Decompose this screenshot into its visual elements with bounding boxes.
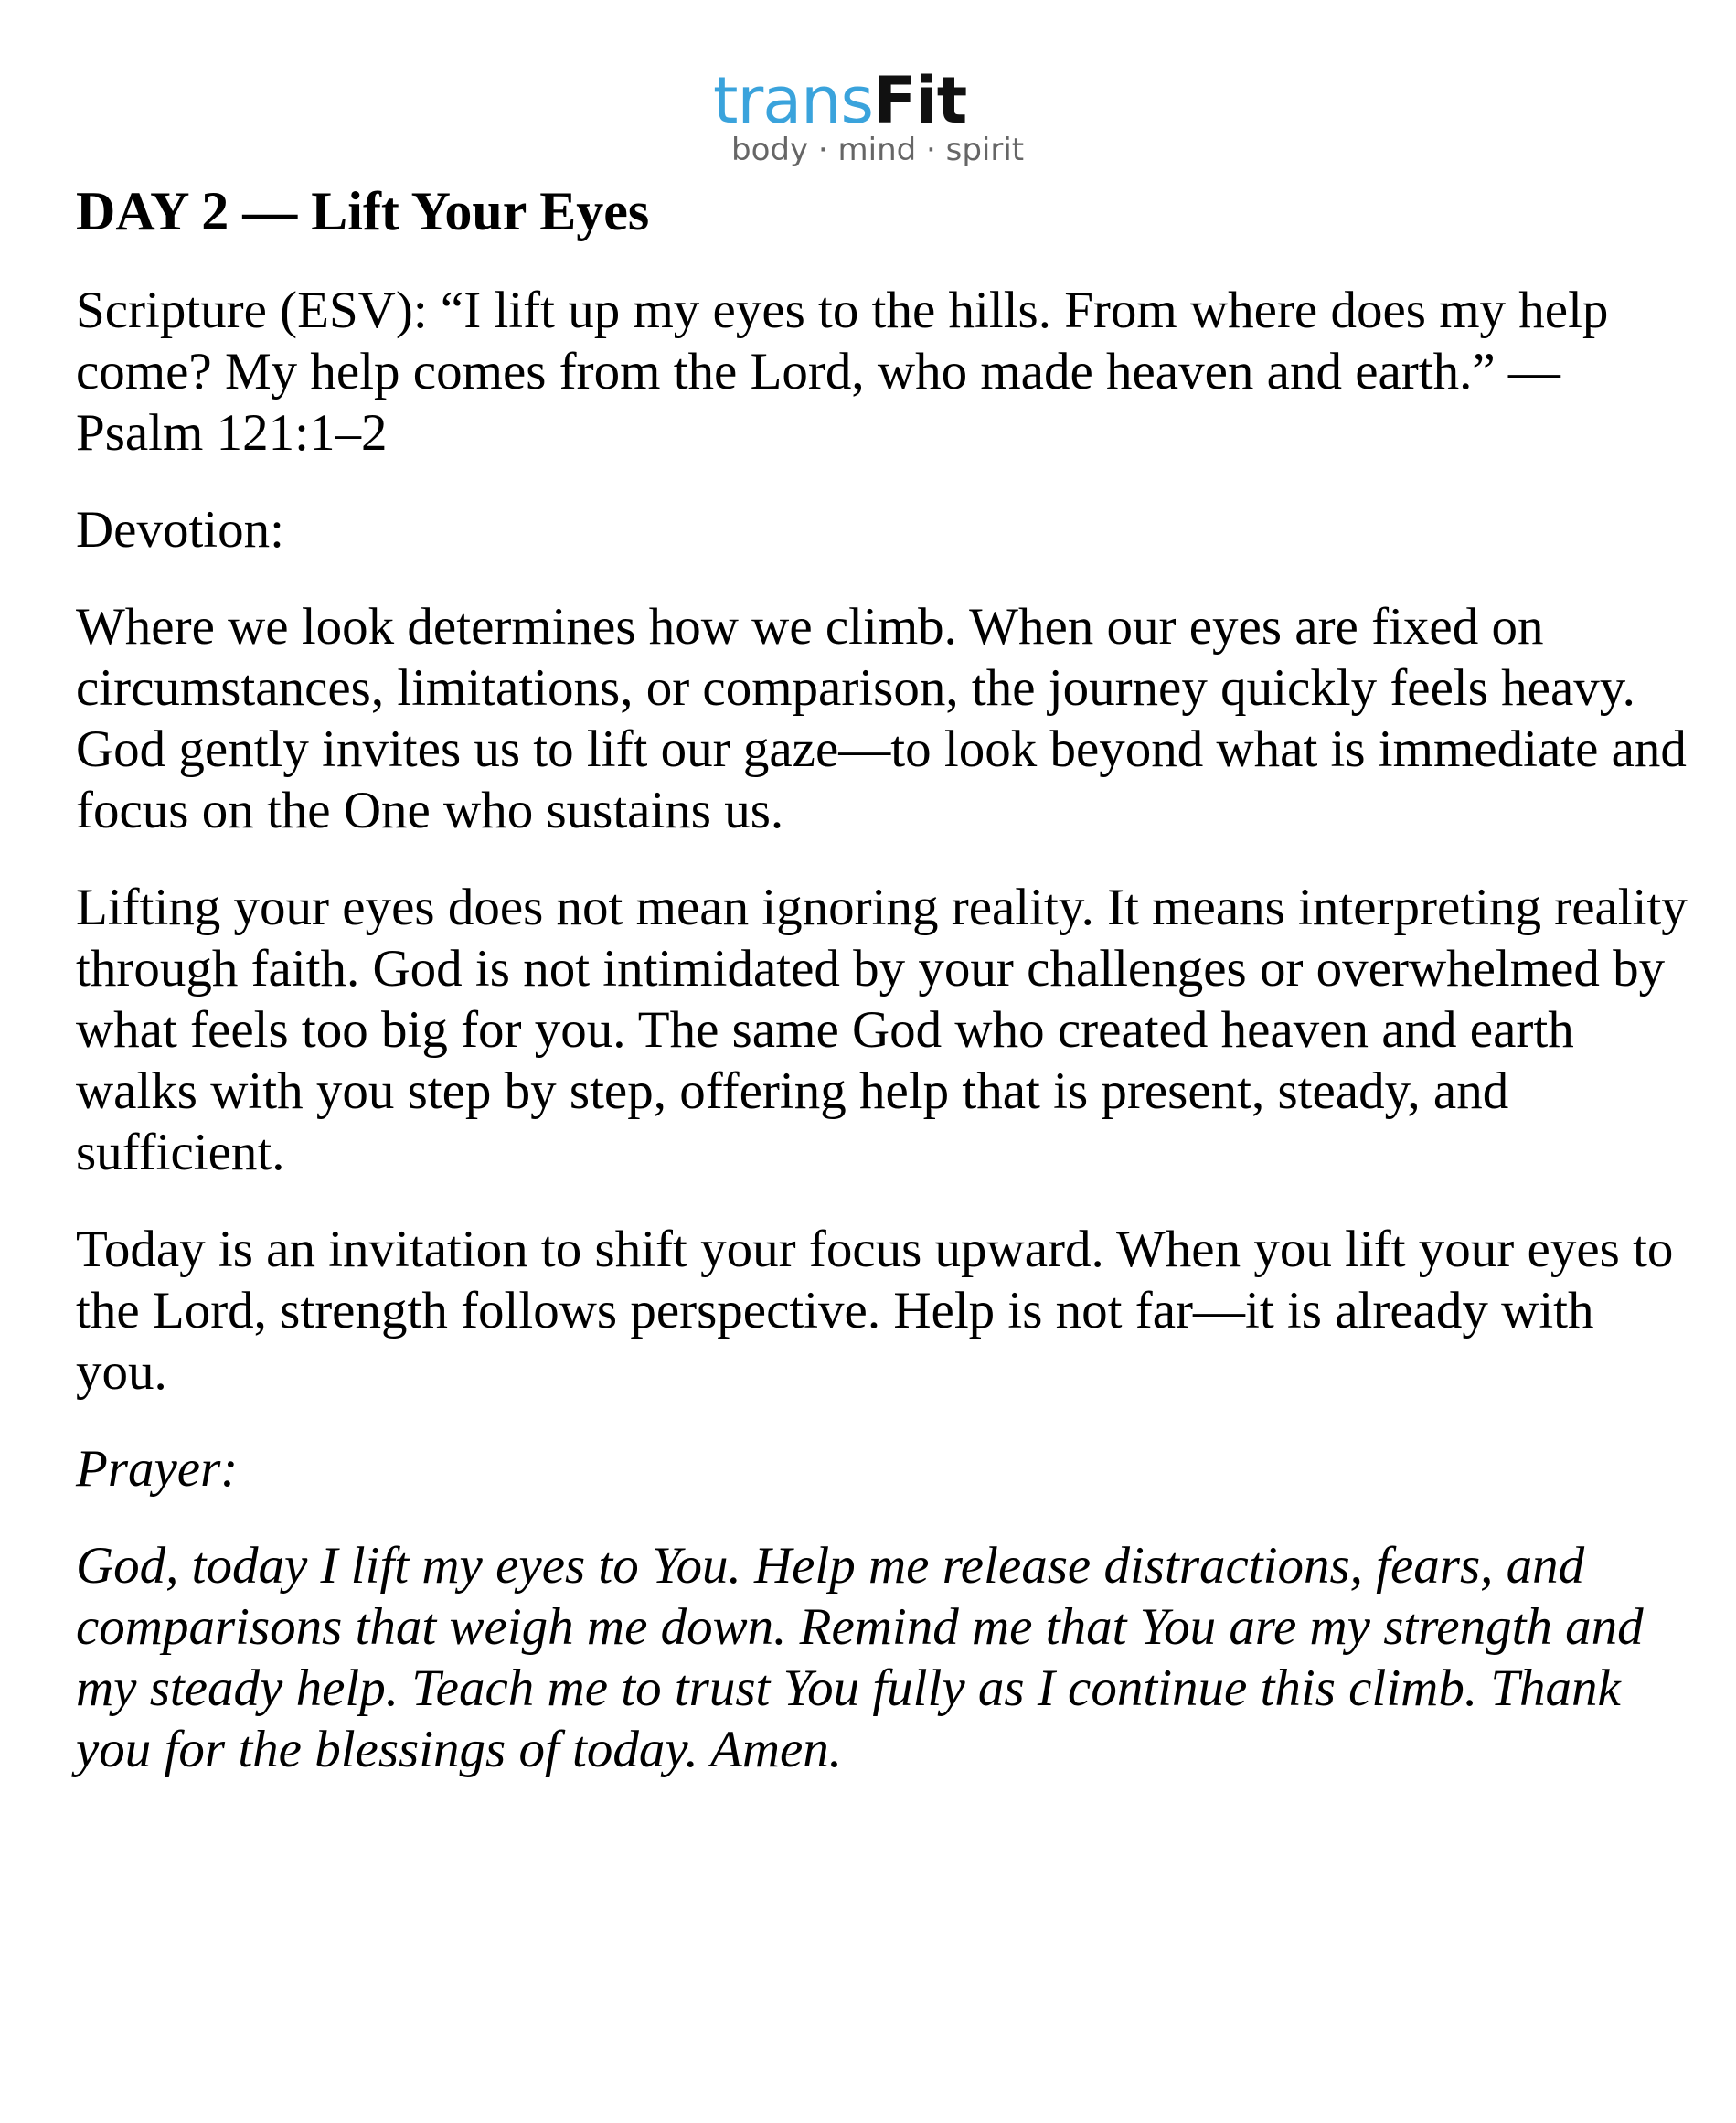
transfit-logo xyxy=(713,63,1025,168)
devotion-paragraph-2: Lifting your eyes does not mean ignoring reality. It means interpreting reality through faith. God is not intimidated by your challenges or overwhelmed by what feels too big for you. The same God who created heaven and earth walks with you step by step, offering help that is present, steady, and sufficient. xyxy=(76,879,1688,1181)
page-title: DAY 2 — Lift Your Eyes xyxy=(76,181,650,241)
devotion-paragraph-3: Today is an invitation to shift your focus upward. When you lift your eyes to the Lord, strength follows perspective. Help is not far—it is already with you. xyxy=(76,1221,1674,1401)
prayer-paragraph: God, today I lift my eyes to You. Help me release distractions, fears, and comparisons that weigh me down. Remind me that You are my strength and my steady help. Teach me to trust You fully as I continue this climb. Thank you for the blessings of today. Amen. xyxy=(76,1537,1644,1778)
logo-tagline: body · mind · spirit xyxy=(731,132,1025,168)
devotional-content xyxy=(76,181,1694,1816)
prayer-heading: Prayer: xyxy=(76,1440,239,1498)
devotion-paragraph-1: Where we look determines how we climb. When our eyes are fixed on circumstances, limitations, or comparison, the journey quickly feels heavy. God gently invites us to lift our gaze—to look beyond what is immediate and focus on the One who sustains us. xyxy=(76,598,1687,839)
scripture-paragraph: Scripture (ESV): “I lift up my eyes to the hills. From where does my help come? My help comes from the Lord, who made heaven and earth.” — Psalm 121:1–2 xyxy=(76,282,1609,462)
logo-wordmark xyxy=(713,63,1006,138)
logo-wordmark-fit: Fit xyxy=(872,63,967,138)
devotion-heading: Devotion: xyxy=(76,501,284,559)
logo-wordmark-trans: trans xyxy=(713,63,873,138)
